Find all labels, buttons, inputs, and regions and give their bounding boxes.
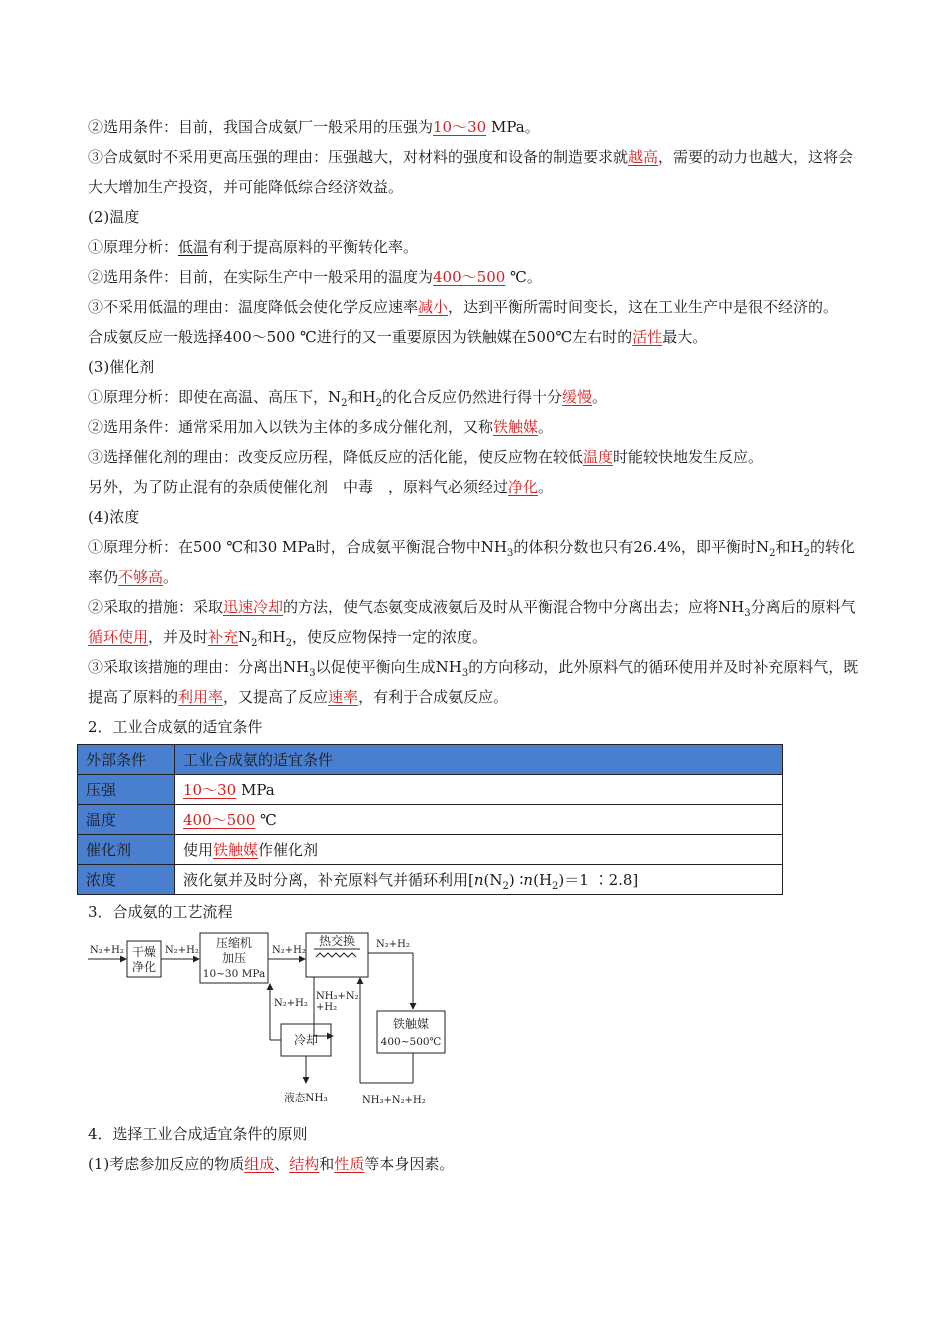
answer-blank: 速率 (328, 688, 359, 706)
flow-svg (88, 931, 468, 1109)
text: 。 (592, 388, 608, 406)
label-mix-2: +H₂ (316, 1002, 338, 1013)
text: n (523, 871, 534, 889)
table-value-cell (175, 835, 783, 865)
answer-blank: 利用率 (178, 688, 224, 706)
table-row (78, 835, 783, 865)
text: ②采取的措施：采取 (88, 598, 224, 616)
text: 和H (347, 388, 376, 406)
answer-blank: 400～500 (183, 811, 256, 829)
answer-blank: 补充 (208, 628, 239, 646)
text: ③合成氨时不采用更高压强的理由：压强越大，对材料的强度和设备的制造要求就 (88, 148, 629, 166)
table-key-cell: 压强 (78, 775, 175, 805)
text: 、 (274, 1155, 290, 1173)
table-key-cell: 温度 (78, 805, 175, 835)
text: 另外，为了防止混有的杂质使催化剂 中毒 ，原料气必须经过 (88, 478, 509, 496)
text: MPa (236, 781, 275, 799)
temperature-reason-line (88, 292, 868, 322)
concentration-heading: (4)浓度 (88, 508, 140, 526)
label-cat-1: 铁触媒 (392, 1017, 430, 1031)
text: 有利于提高原料的平衡转化率。 (208, 238, 419, 256)
label-dry-out: N₂+H₂ (165, 945, 199, 956)
answer-blank: 铁触媒 (213, 841, 259, 859)
answer-blank: 不够高 (118, 568, 164, 586)
text: 和 (319, 1155, 335, 1173)
text: n (473, 871, 484, 889)
answer-blank: 活性 (632, 328, 663, 346)
answer-blank: 温度 (583, 448, 614, 466)
table-value-cell: 液化氨并及时分离，补充原料气并循环利用[$n(N_2)$ $∶n(H_2)=1$ ∶2.8] (175, 865, 783, 895)
section4-item1 (88, 1149, 868, 1179)
text: 使用 (183, 841, 214, 859)
label-heat: 热交换 (318, 934, 356, 948)
label-heat-out: N₂+H₂ (376, 939, 410, 950)
answer-blank: 缓慢 (562, 388, 593, 406)
text: 分离后的原料气 (750, 598, 856, 616)
label-mix-1: NH₃+N₂ (316, 991, 359, 1002)
conditions-table (77, 744, 783, 895)
temperature-heading: (2)温度 (88, 208, 140, 226)
temperature-extra-line (88, 322, 868, 352)
table-row (78, 805, 783, 835)
text: (1)考虑参加反应的物质 (88, 1155, 245, 1173)
text: 最大。 (662, 328, 708, 346)
text: ，并及时 (148, 628, 209, 646)
process-flow-diagram (88, 931, 868, 1113)
text: ③选择催化剂的理由：改变反应历程，降低反应的活化能，使反应物在较低 (88, 448, 584, 466)
catalyst-reason-line (88, 442, 868, 472)
section3-title: 3．合成氨的工艺流程 (88, 903, 233, 921)
answer-blank: 迅速冷却 (223, 598, 284, 616)
text: ①原理分析：在500 ℃和30 MPa时，合成氨平衡混合物中NH (88, 538, 507, 556)
table-value-cell (175, 775, 783, 805)
text: 以促使平衡向生成NH (315, 658, 462, 676)
text: ②选用条件：目前，在实际生产中一般采用的温度为 (88, 268, 434, 286)
text: ，达到平衡所需时间变长，这在工业生产中是很不经济的。 (448, 298, 839, 316)
label-comp-1: 压缩机 (215, 936, 253, 950)
text: (N (483, 871, 503, 889)
text: 作催化剂 (258, 841, 319, 859)
text: 和H (257, 628, 286, 646)
text: ②选用条件：目前，我国合成氨厂一般采用的压强为 (88, 118, 434, 136)
catalyst-heading: (3)催化剂 (88, 358, 155, 376)
text: ) ∶ (508, 871, 524, 889)
answer-blank: 10～30 (433, 118, 487, 136)
answer-blank: 减小 (418, 298, 449, 316)
text: ，又提高了反应 (223, 688, 329, 706)
table-key-cell: 催化剂 (78, 835, 175, 865)
section4-title: 4．选择工业合成适宜条件的原则 (88, 1125, 308, 1143)
text: ，需要的动力也越大，这将会大大增加生产投资，并可能降低综合经济效益。 (88, 148, 854, 196)
pressure-select-line (88, 112, 868, 142)
text: 的方法，使气态氨变成液氨后及时从平衡混合物中分离出去；应将NH (283, 598, 745, 616)
concentration-measure-line: ②采取的措施：采取迅速冷却的方法，使气态氨变成液氨后及时从平衡混合物中分离出去；应将$NH_3$分离后的原料气循环使用，并及时补充$N_2$和$H_2$，使反应物保持一定的浓度。 (88, 598, 856, 649)
text: ℃。 (505, 268, 542, 286)
label-cat-2: 400~500℃ (380, 1036, 442, 1048)
table-row (78, 775, 783, 805)
temperature-principle-line (88, 232, 868, 262)
text: ，有利于合成氨反应。 (358, 688, 509, 706)
text: N (238, 628, 252, 646)
label-comp-2: 加压 (221, 951, 247, 965)
text: MPa。 (486, 118, 540, 136)
table-row (78, 865, 783, 895)
label-dry-2: 净化 (131, 960, 157, 974)
text: (H (533, 871, 553, 889)
answer-blank: 结构 (289, 1155, 320, 1173)
text: ℃ (255, 811, 277, 829)
answer-blank: 低温 (178, 238, 209, 256)
text: ，使反应物保持一定的浓度。 (292, 628, 488, 646)
label-bottom: NH₃+N₂+H₂ (362, 1095, 426, 1106)
answer-blank: 循环使用 (88, 628, 149, 646)
text: 等本身因素。 (364, 1155, 455, 1173)
text: 。 (538, 418, 554, 436)
table-key-cell: 浓度 (78, 865, 175, 895)
text: 的方向移动，此外原料气的循环使用并及时补充原料气，既提高了原料的 (88, 658, 859, 706)
label-inlet: N₂+H₂ (90, 945, 124, 956)
text: ①原理分析： (88, 238, 179, 256)
text: 时能较快地发生反应。 (613, 448, 764, 466)
text: 液化氨并及时分离，补充原料气并循环利用[ (183, 871, 474, 889)
text: ②选用条件：通常采用加入以铁为主体的多成分催化剂，又称 (88, 418, 494, 436)
text: 和H (775, 538, 804, 556)
answer-blank: 组成 (244, 1155, 275, 1173)
answer-blank: 铁触媒 (493, 418, 539, 436)
label-dry-1: 干燥 (131, 945, 157, 959)
text: 。 (538, 478, 554, 496)
label-recycle: N₂+H₂ (274, 998, 308, 1009)
table-header-cell: 工业合成氨的适宜条件 (175, 745, 783, 775)
text: 的化合反应仍然进行得十分 (381, 388, 562, 406)
catalyst-principle-line: ①原理分析：即使在高温、高压下，$N_2$和$H_2$的化合反应仍然进行得十分缓慢。 (88, 388, 608, 409)
pressure-reason-line (88, 142, 868, 202)
catalyst-extra-line (88, 472, 868, 502)
answer-blank: 性质 (334, 1155, 365, 1173)
table-header-row (78, 745, 783, 775)
answer-blank: 400～500 (433, 268, 506, 286)
text: ①原理分析：即使在高温、高压下，N (88, 388, 342, 406)
label-cool: 冷却 (293, 1033, 319, 1047)
label-comp-out: N₂+H₂ (272, 945, 306, 956)
document-body (88, 112, 868, 1179)
text: 的转化率仍 (88, 538, 855, 586)
answer-blank: 越高 (628, 148, 659, 166)
table-header-cell: 外部条件 (78, 745, 175, 775)
answer-blank: 10～30 (183, 781, 237, 799)
answer-blank: 净化 (508, 478, 539, 496)
label-liquid: 液态NH₃ (284, 1092, 328, 1104)
text: ③采取该措施的理由：分离出NH (88, 658, 310, 676)
coil-icon (316, 953, 356, 957)
text: 合成氨反应一般选择400～500 ℃进行的又一重要原因为铁触媒在500℃左右时的 (88, 328, 633, 346)
text: 。 (163, 568, 179, 586)
temperature-select-line (88, 262, 868, 292)
label-comp-3: 10~30 MPa (202, 968, 266, 980)
concentration-reason-line: ③采取该措施的理由：分离出$NH_3$以促使平衡向生成$NH_3$的方向移动，此外原料气的循环使用并及时补充原料气，既提高了原料的利用率，又提高了反应速率，有利于合成氨反应。 (88, 658, 859, 706)
text: ③不采用低温的理由：温度降低会使化学反应速率 (88, 298, 419, 316)
concentration-principle-line: ①原理分析：在500 ℃和30 MPa时，合成氨平衡混合物中$NH_3$的体积分数也只有26.4%，即平衡时$N_2$和$H_2$的转化率仍不够高。 (88, 538, 855, 586)
catalyst-select-line (88, 412, 868, 442)
section2-title: 2．工业合成氨的适宜条件 (88, 718, 263, 736)
text: 的体积分数也只有26.4%，即平衡时N (513, 538, 770, 556)
table-value-cell (175, 805, 783, 835)
text: )＝1 ∶2.8] (558, 871, 639, 889)
